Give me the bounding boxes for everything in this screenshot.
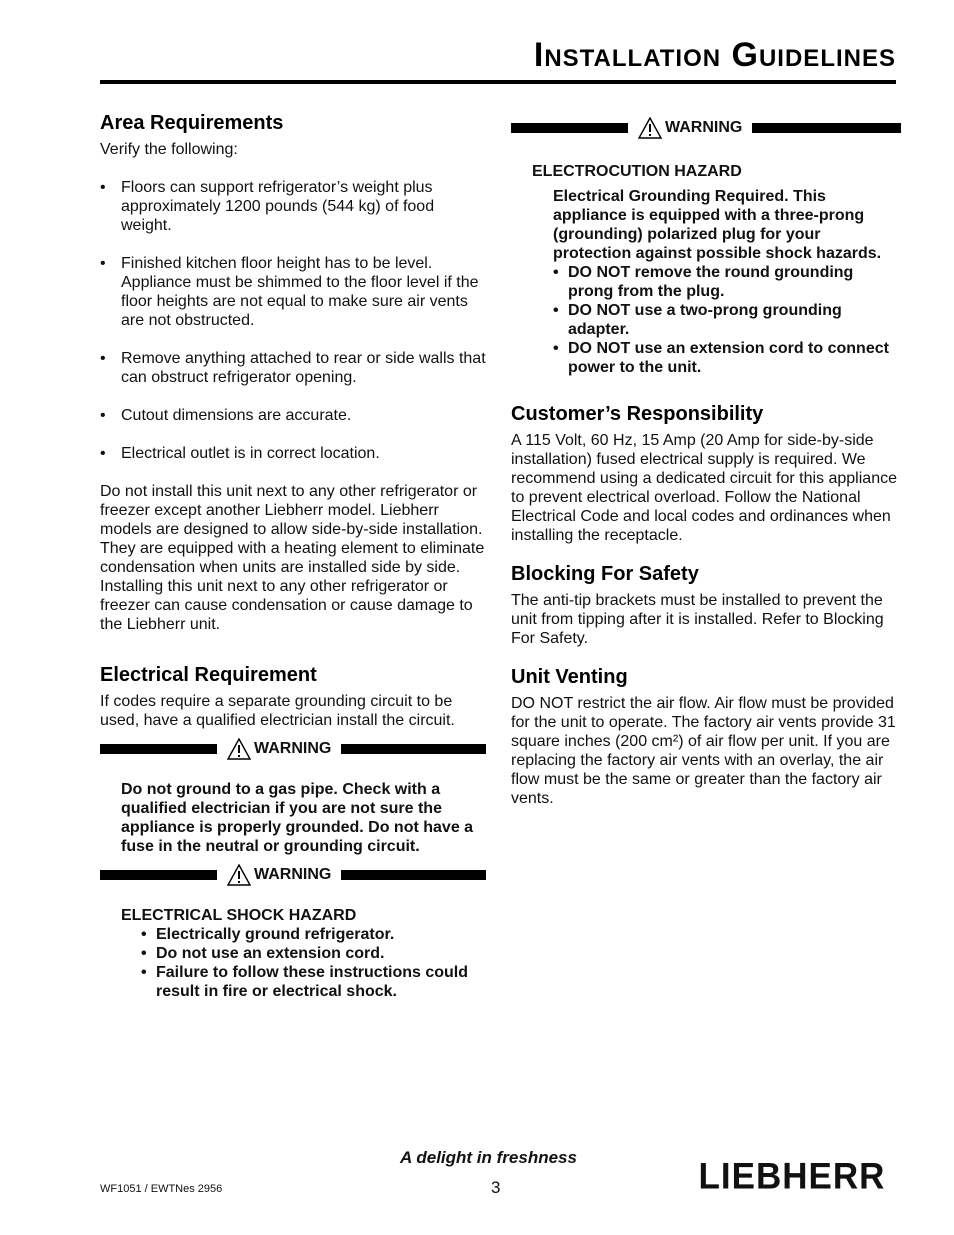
electrocution-hazard-box bbox=[553, 187, 901, 377]
footer-tagline: A delight in freshness bbox=[400, 1148, 577, 1167]
document-code: WF1051 / EWTNes 2956 bbox=[100, 1183, 223, 1195]
customer-body: A 115 Volt, 60 Hz, 15 Amp (20 Amp for side-by-side installation) fused electrical supply is required. We recommend using a dedicated circuit for this appliance to prevent electrical overload. Follow the National Electrical Code and local codes and ordinances when installing the receptacle. bbox=[511, 432, 897, 544]
customer-responsibility-heading: Customer’s Responsibility bbox=[511, 403, 764, 425]
electrocution-hazard-list bbox=[553, 263, 901, 377]
list-item: • Floors can support refrigerator’s weight plus approximately 1200 pounds (544 kg) of food weight. bbox=[100, 178, 486, 235]
electrical-requirement-heading: Electrical Requirement bbox=[100, 664, 317, 686]
electrocution-hazard-title: ELECTROCUTION HAZARD bbox=[532, 163, 742, 180]
right-column bbox=[511, 110, 901, 808]
blocking-for-safety-heading: Blocking For Safety bbox=[511, 563, 699, 585]
warning-text: WARNING bbox=[254, 866, 332, 883]
shock-hazard-box bbox=[121, 906, 486, 1001]
page-title: Installation Guidelines bbox=[533, 36, 896, 74]
area-intro: Verify the following: bbox=[100, 141, 238, 158]
list-item: • DO NOT use an extension cord to connect power to the unit. bbox=[553, 339, 901, 377]
warning-bar-left bbox=[511, 123, 628, 133]
unit-venting-heading: Unit Venting bbox=[511, 666, 628, 688]
electrocution-hazard-text: Electrical Grounding Required. This appliance is equipped with a three-prong (grounding) polarized plug for your protection against possible shock hazards. bbox=[553, 188, 882, 262]
list-item: • Electrically ground refrigerator. bbox=[141, 925, 486, 944]
left-column bbox=[100, 110, 486, 1001]
warning-label bbox=[217, 864, 341, 886]
warning-bar-right bbox=[752, 123, 901, 133]
warning-banner bbox=[100, 738, 486, 760]
warning-ground-text: Do not ground to a gas pipe. Check with a qualified electrician if you are not sure the appliance is properly grounded. Do not have a fuse in the neutral or grounding circuit. bbox=[121, 781, 474, 855]
electrical-body: If codes require a separate grounding circuit to be used, have a qualified electrician install the circuit. bbox=[100, 693, 455, 729]
warning-banner bbox=[511, 117, 901, 139]
list-item: • Electrical outlet is in correct location. bbox=[100, 444, 486, 463]
list-item: • Do not use an extension cord. bbox=[141, 944, 486, 963]
warning-bar-right bbox=[341, 744, 486, 754]
area-list bbox=[100, 178, 486, 463]
warning-text: WARNING bbox=[254, 740, 332, 757]
warning-banner bbox=[100, 864, 486, 886]
shock-hazard-title: ELECTRICAL SHOCK HAZARD bbox=[121, 907, 357, 924]
page-number: 3 bbox=[491, 1178, 501, 1197]
warning-triangle-icon bbox=[638, 117, 662, 139]
warning-bar-left bbox=[100, 870, 217, 880]
warning-text: WARNING bbox=[665, 119, 743, 136]
list-item: • Finished kitchen floor height has to be level. Appliance must be shimmed to the floor level if the floor heights are not equal to make sure air vents are not obstructed. bbox=[100, 254, 486, 330]
list-item: • Failure to follow these instructions could result in fire or electrical shock. bbox=[141, 963, 486, 1001]
warning-bar-left bbox=[100, 744, 217, 754]
area-note: Do not install this unit next to any other refrigerator or freezer except another Liebherr model. Liebherr models are designed to allow side-by-side installation. They are equipped with a heating element to eliminate condensation when units are installed side by side. Installing this unit next to any other refrigerator or freezer can cause condensation or cause damage to the Liebherr unit. bbox=[100, 483, 485, 633]
list-item: • Remove anything attached to rear or side walls that can obstruct refrigerator opening. bbox=[100, 349, 486, 387]
warning-label bbox=[628, 117, 752, 139]
list-item: • DO NOT remove the round grounding prong from the plug. bbox=[553, 263, 901, 301]
title-rule bbox=[100, 80, 896, 84]
liebherr-logo: LIEBHERR bbox=[698, 1156, 886, 1197]
warning-triangle-icon bbox=[227, 864, 251, 886]
venting-body: DO NOT restrict the air flow. Air flow must be provided for the unit to operate. The factory air vents provide 31 square inches (200 cm²) of air flow per unit. If you are replacing the factory air vents with an overlay, the air flow must be the same or greater than the factory air vents. bbox=[511, 695, 896, 807]
warning-label bbox=[217, 738, 341, 760]
blocking-body: The anti-tip brackets must be installed to prevent the unit from tipping after it is installed. Refer to Blocking For Safety. bbox=[511, 592, 884, 647]
shock-hazard-list bbox=[141, 925, 486, 1001]
list-item: • Cutout dimensions are accurate. bbox=[100, 406, 486, 425]
warning-bar-right bbox=[341, 870, 486, 880]
warning-triangle-icon bbox=[227, 738, 251, 760]
area-requirements-heading: Area Requirements bbox=[100, 112, 284, 134]
list-item: • DO NOT use a two-prong grounding adapter. bbox=[553, 301, 901, 339]
